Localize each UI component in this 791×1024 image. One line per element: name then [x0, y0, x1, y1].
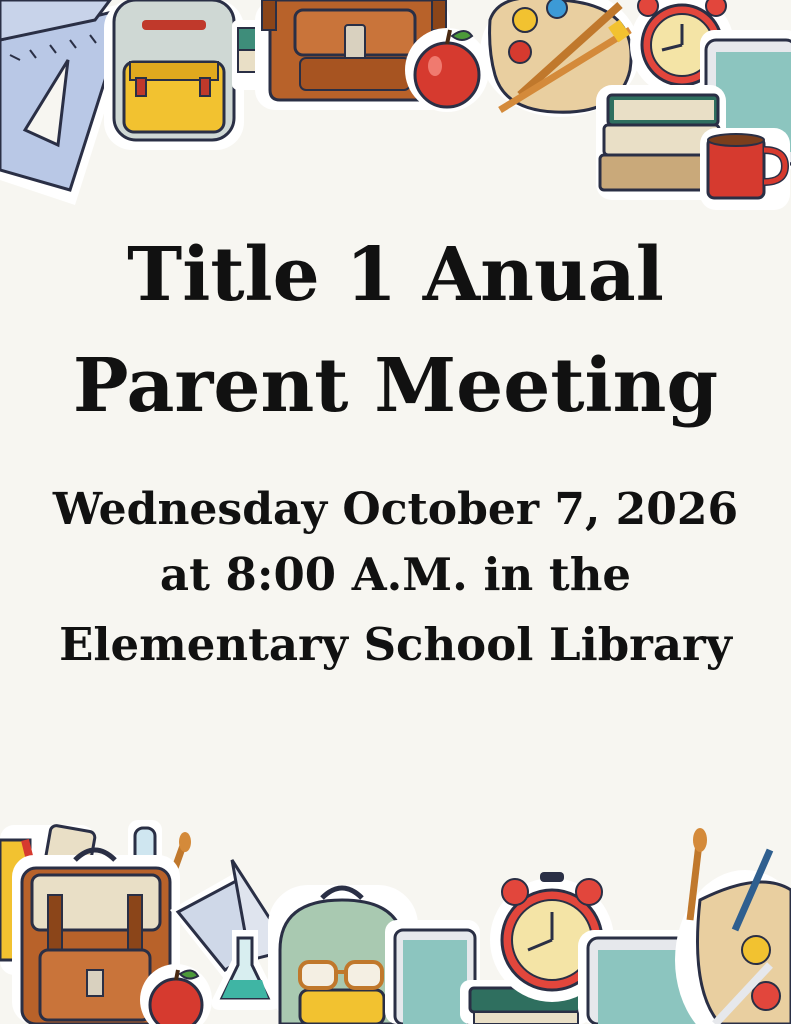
- meeting-time: at 8:00 A.M. in the: [159, 548, 632, 601]
- top-school-supplies-illustration: [0, 0, 791, 230]
- meeting-location: Elementary School Library: [59, 618, 732, 671]
- coffee-mug-icon: [700, 128, 790, 210]
- apple-icon: [405, 28, 489, 112]
- meeting-title-line1: Title 1 Anual: [127, 232, 664, 318]
- backpack-icon: [104, 0, 244, 150]
- meeting-date: Wednesday October 7, 2026: [52, 484, 739, 535]
- paint-palette-icon: [675, 828, 791, 1024]
- meeting-title-line2: Parent Meeting: [72, 343, 719, 429]
- bottom-school-supplies-illustration: [0, 800, 791, 1024]
